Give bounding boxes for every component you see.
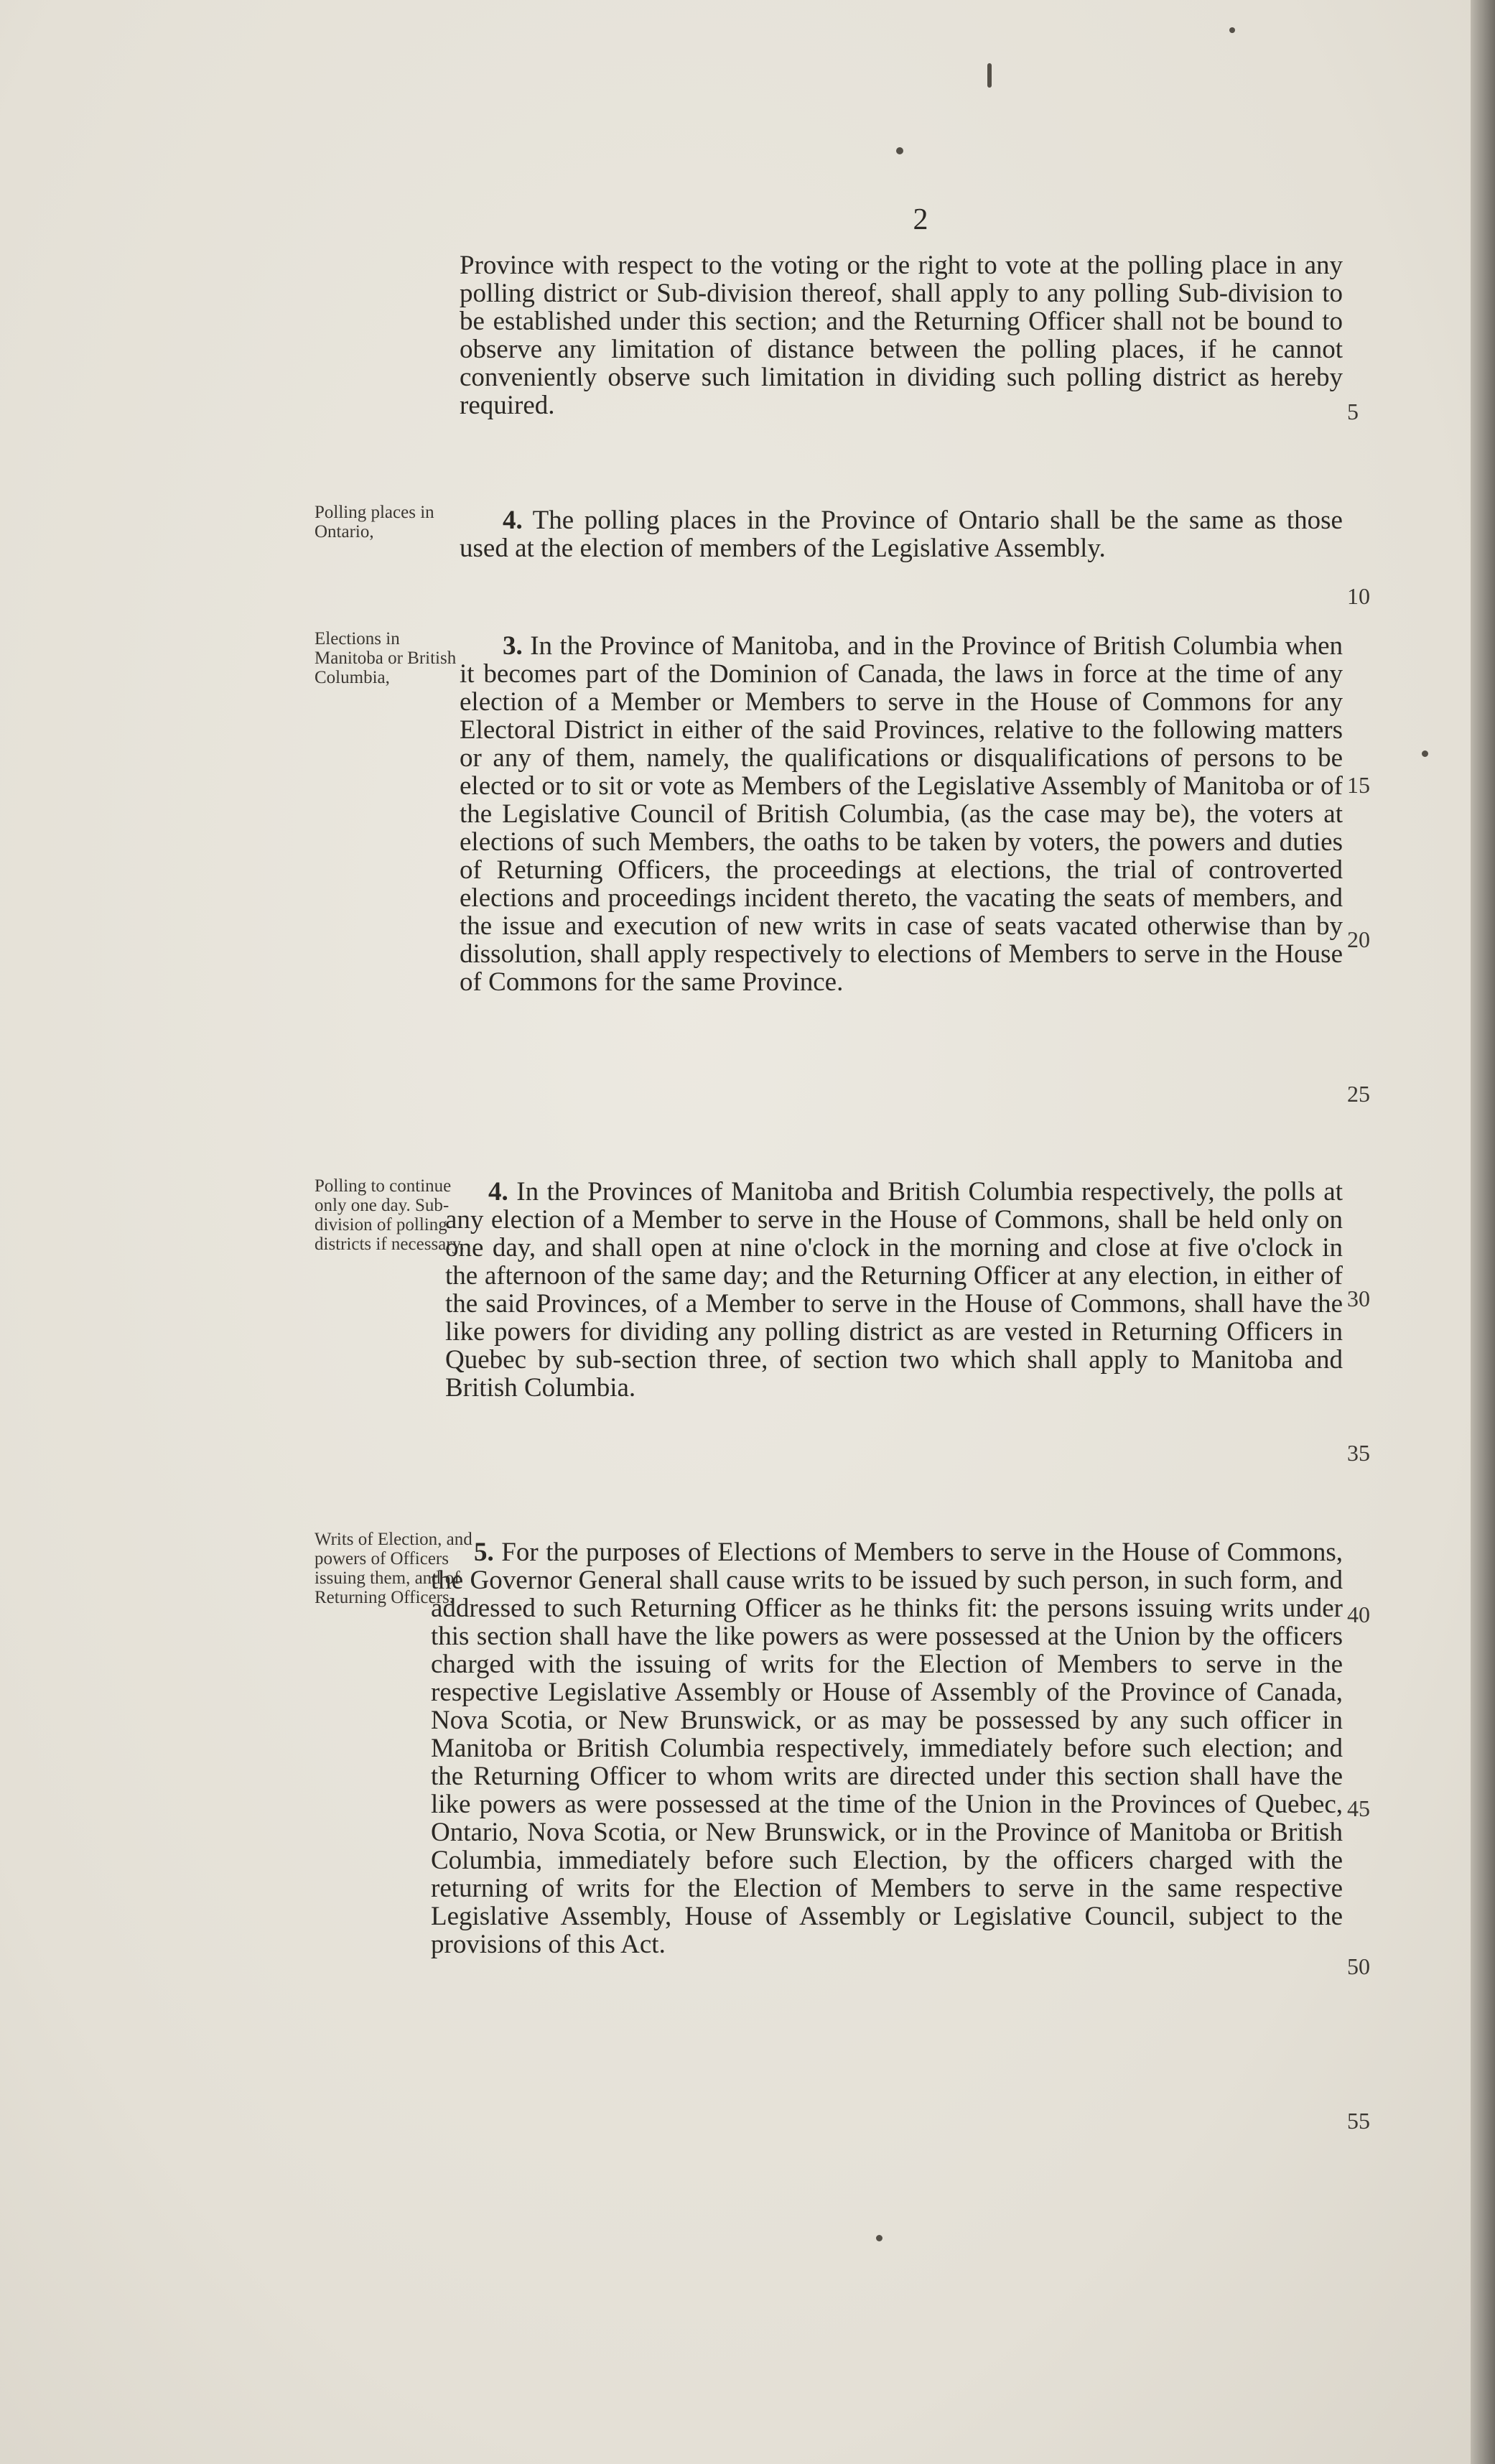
- line-number: 10: [1347, 583, 1370, 609]
- section-text: The polling places in the Province of Ontario shall be the same as those used at the election of members of the Legislative Assembly.: [460, 506, 1343, 563]
- page-number: 2: [913, 203, 928, 236]
- section-text: In the Province of Manitoba, and in the Province of British Columbia when it becomes part of the Dominion of Canada, the laws in force at the time of any election of a Member or Members to serve in the House of Commons for any Electoral District in either of the said Provinces, relative to the following matters or any of them, namely, the qualifications or disqualifications of persons to be elected or to sit or vote as Members of the Legislative Assembly of Manitoba or of the Legislative Council of British Columbia, (as the case may be), the voters at elections of such Members, the oaths to be taken by voters, the powers and duties of Returning Officers, the proceedings at elections, the trial of controverted elections and proceedings incident thereto, the vacating the seats of members, and the issue and execution of new writs in case of seats vacated otherwise than by dissolution, shall apply respectively to elections of Members to serve in the House of Commons for the same Province.: [460, 631, 1343, 997]
- margin-note-elections-manitoba: Elections in Manitoba or British Columbia,: [315, 629, 457, 687]
- section-number: 3.: [503, 631, 523, 661]
- margin-note-writs-of-election: Writs of Election, and powers of Officers issuing them, and of Returning Officers.: [315, 1530, 472, 1607]
- line-number: 55: [1347, 2108, 1370, 2134]
- paper-speck: [876, 2235, 882, 2241]
- section-3-manitoba-paragraph: [460, 632, 1343, 996]
- paper-mark: [987, 63, 992, 88]
- line-number: 50: [1347, 1953, 1370, 1979]
- line-number: 15: [1347, 772, 1370, 798]
- page-edge-shadow: [1471, 0, 1495, 2464]
- line-number: 35: [1347, 1440, 1370, 1466]
- section-4-ontario-paragraph: [460, 506, 1343, 562]
- line-number: 40: [1347, 1601, 1370, 1627]
- line-number: 5: [1347, 399, 1359, 424]
- margin-note-polling-one-day: Polling to continue only one day. Sub-division of polling districts if necessary.: [315, 1176, 465, 1254]
- section-5-writs-paragraph: [431, 1538, 1343, 1958]
- margin-note-polling-places-ontario: Polling places in Ontario,: [315, 503, 434, 541]
- continuation-paragraph: Province with respect to the voting or the right to vote at the polling place in any polling district or Sub-division thereof, shall apply to any polling Sub-division to be established under this section; and the Returning Officer shall not be bound to observe any limitation of distance between the polling places, if he cannot conveniently observe such limitation in dividing such polling district as hereby required.: [460, 251, 1343, 420]
- section-number: 4.: [488, 1177, 508, 1207]
- paper-speck: [1229, 27, 1235, 33]
- section-number: 4.: [503, 506, 523, 535]
- section-4-polling-paragraph: [445, 1178, 1343, 1402]
- line-number: 45: [1347, 1795, 1370, 1821]
- line-number: 20: [1347, 926, 1370, 952]
- section-text: For the purposes of Elections of Members to serve in the House of Commons, the Governor General shall cause writs to be issued by such person, in such form, and addressed to such Returning Officer as he thinks fit: the persons issuing writs under this section shall have the like powers as were possessed at the Union by the officers charged with the issuing of writs for the Election of Members to serve in the respective Legislative Assembly or House of Assembly of the Province of Canada, Nova Scotia, or New Brunswick, or as may be possessed by any such officer in Manitoba or British Columbia respectively, immediately before such election; and the Returning Officer to whom writs are directed under this section shall have the like powers as were possessed at the time of the Union in the Provinces of Quebec, Ontario, Nova Scotia, or New Brunswick, or in the Province of Manitoba or British Columbia, immediately before such Election, by the officers charged with the returning of writs for the Election of Members to serve in the same respective Legislative Assembly, House of Assembly or Legislative Council, subject to the provisions of this Act.: [431, 1538, 1343, 1959]
- section-number: 5.: [474, 1538, 494, 1567]
- line-number: 30: [1347, 1286, 1370, 1311]
- paper-speck: [1422, 750, 1428, 757]
- line-number: 25: [1347, 1081, 1370, 1107]
- section-text: In the Provinces of Manitoba and British Columbia respectively, the polls at any election of a Member to serve in the House of Commons, shall be held only on one day, and shall open at nine o'clock in the morning and close at five o'clock in the afternoon of the same day; and the Returning Officer at any election, in either of the said Provinces, of a Member to serve in the House of Commons, shall have the like powers for dividing any polling district as are vested in Returning Officers in Quebec by sub-section three, of section two which shall apply to Manitoba and British Columbia.: [445, 1177, 1343, 1403]
- paper-speck: [896, 147, 903, 154]
